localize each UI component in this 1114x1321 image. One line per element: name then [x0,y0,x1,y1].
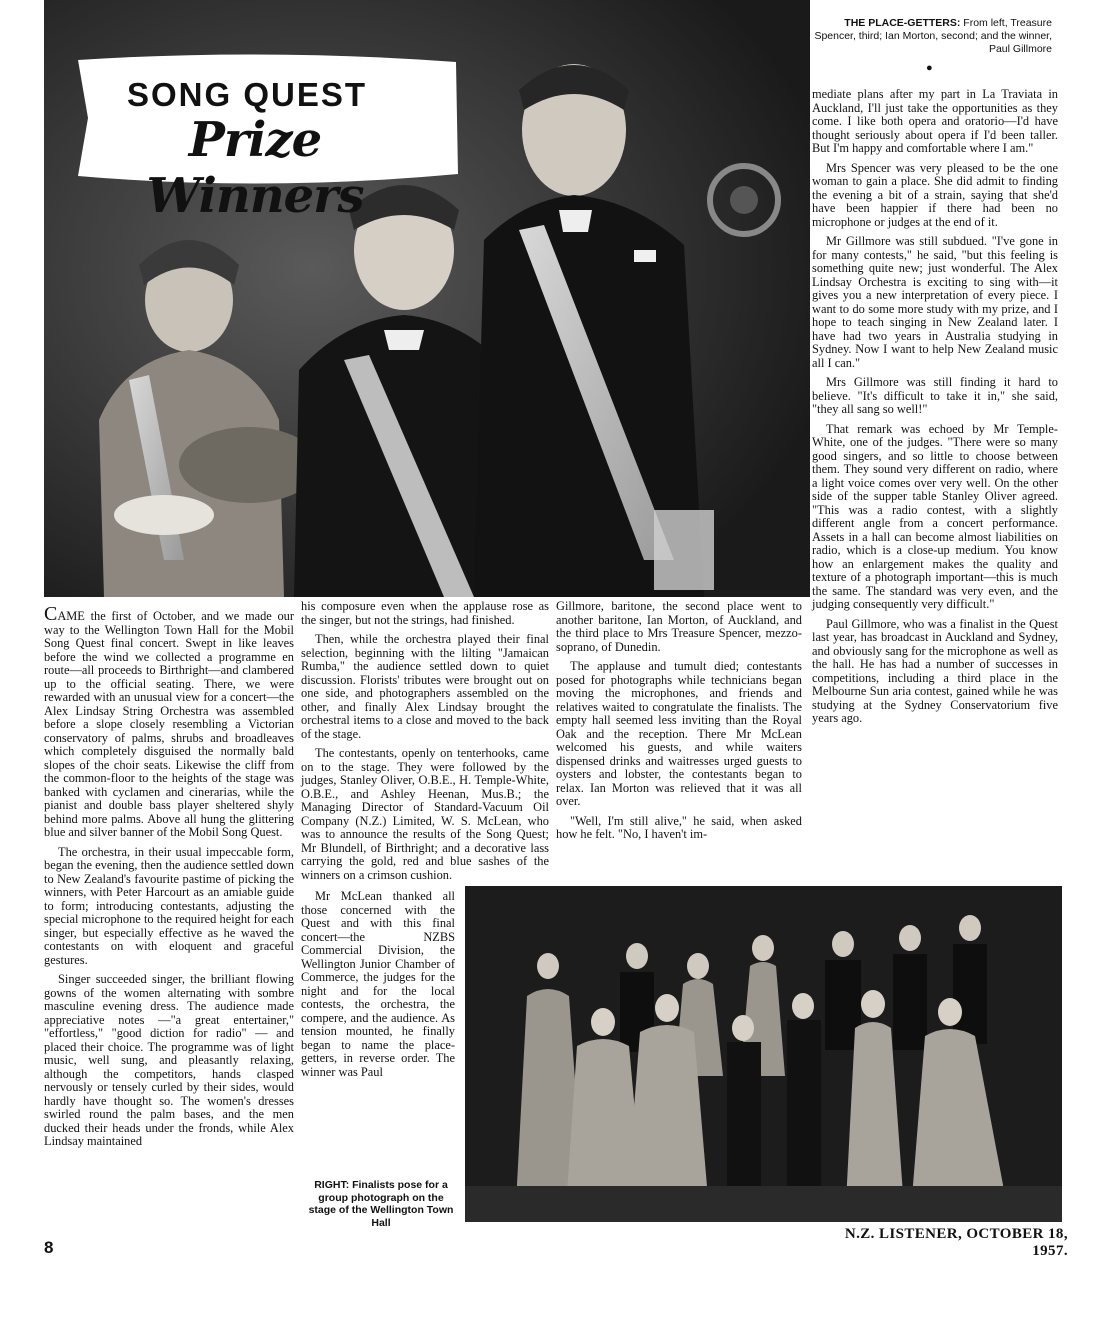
article-column-2-top [301,600,549,888]
title-banner [74,52,462,224]
photo-caption [812,17,1052,56]
issue-footer: N.Z. LISTENER, OCTOBER 18, 1957. [844,1226,1068,1259]
caption-text: From left, Treasure Spencer, third; Ian Morton, second; and the winner, Paul Gillmore [814,17,1052,55]
paragraph: "Well, I'm still alive," he said, when asked how he felt. "No, I haven't im- [556,813,802,841]
paragraph: Singer succeeded singer, the brilliant flowing gowns of the women alternating with sombre masculine evening dress. The audience made appreciative notes —"a great entertainer," "effortless," "good diction for radio" — and placed their choice. The programme was of light music, well sung, and pleasantly relaxing, although the competitors, hands clasped nervously or tensely curled by their sides, would hardly have thought so. The women's dresses swirled round the palm bases, and the men ducked their heads under the fronds, while Alex Lindsay maintained [44,972,294,1148]
title-line1: SONG QUEST [126,76,368,113]
caption-lead: THE PLACE-GETTERS: [844,17,961,29]
group-photo-caption: RIGHT: Finalists pose for a group photograph on the stage of the Wellington Town Hall [308,1179,454,1229]
opening-paragraph [44,603,294,840]
paragraph: Mrs Spencer was very pleased to be the one woman to gain a place. She did admit to finding the evening a bit of a strain, saying that she'd have been happier if there had been no microphone or judges at the end of it. [812,160,1058,229]
paragraph: Mrs Gillmore was still finding it hard to believe. "It's difficult to take it in," she said, "they all sang so well!" [812,375,1058,416]
top-photo [44,0,810,597]
paragraph: mediate plans after my part in La Traviata in Auckland, I'll just take the opportunities as they come. I like both opera and oratorio—I'd have thought seriously about opera if I'd been taller. But I'm happy and comfortable where I am." [812,87,1058,155]
paragraph: his composure even when the applause rose as the singer, but not the strings, had finished. [301,599,549,627]
article-column-1 [44,603,294,1155]
paragraph: The orchestra, in their usual impeccable form, began the evening, then the audience settled down to New Zealand's favourite pastime of picking the winners, with Peter Harcourt as an amiable guide to form; introducing contestants, adjusting the special microphone to the required height for each singer, but especially effective as he waved the contestants on with eloquent and graceful gestures. [44,844,294,967]
group-photo [465,886,1062,1222]
finalists-group-photo [465,886,1062,1222]
opening-text: AME the first of October, and we made our way to the Wellington Town Hall for the Mobil Song Quest final concert. Swept in like leaves before the wind we collected a programme en route—all proceeds to Birthright—and clambered up to the official seating. There, we were rewarded with an unusual view for a concert—the Alex Lindsay String Orchestra was assembled before a slope closely resembling a Victorian conservatory of palms, shrubs and broadleaves which completely disguised the normally bald slopes of the choir seats. Likewise the cliff from the common-floor to the heights of the stage was banked with cyclamen and cinerarias, while the pianist and double bass player sheltered shyly behind more palms. Above all hung the glittering blue and silver banner of the Mobil Song Quest. [44,609,294,839]
paragraph: That remark was echoed by Mr Temple-White, one of the judges. "There were so many good singers, and so little to choose between them. They sound very different on radio, where a light voice comes over very well. On the other side of the supper table Stanley Oliver agreed. "This was a radio contest, with a slightly different angle from a concert performance. Assets in a hall can become almost liabilities on radio, which is a close-up medium. You know how an enlargement makes the quality and texture of a photograph important—this is much the same. The standard was very even, and the judging consequently very difficult." [812,421,1058,611]
paragraph: Mr Gillmore was still subdued. "I've gone in for many contests," he said, "but this feeling is something quite new; just wonderful. The Alex Lindsay Orchestra is exciting to sing with—it gives you a new interpretation of every piece. I want to do some more study with my prize, and I hope to teach singing in New Zealand later. I have had two years in Australia studying in Sydney. Now I want to help New Zealand music all I can." [812,234,1058,370]
article-column-right [812,88,1058,732]
paragraph: Paul Gillmore, who was a finalist in the Quest last year, has broadcast in Auckland and Sydney, and obviously sang for the microphone as well as the hall. He has had a number of successes in competitions, including a third place in the Melbourne Sun aria contest, gained while he was studying at the Sydney Conservatorium five years ago. [812,616,1058,725]
drop-cap: C [44,603,58,625]
paragraph: Then, while the orchestra played their final selection, beginning with the lilting "Jamaican Rumba," the audience settled down to quiet discussion. Florists' tributes were brought out on one side, and photographers assembled on the other, and finally Alex Lindsay brought the orchestral items to a close and moved to the back of the stage. [301,632,549,741]
paragraph: The applause and tumult died; contestants posed for photographs while technicians began moving the microphones, and friends and relatives waited to congratulate the finalists. The empty hall seemed less inviting than the Royal Oak and the reception. There Mr McLean welcomed his guests, and while waiters dispensed drinks and waitresses urged guests to oysters and lobster, the contestants began to relax. Ian Morton was relieved that it was all over. [556,659,802,808]
paragraph: The contestants, openly on tenterhooks, came on to the stage. They were followed by the judges, Stanley Oliver, O.B.E., H. Temple-White, O.B.E., and Ashley Heenan, Mus.B.; the Managing Director of Standard-Vacuum Oil Company (N.Z.) Limited, W. S. McLean, who was to announce the results of the Song Quest; Mr Blundell, of Birthright; and a decorative lass carrying the gold, red and blue sashes of the winners on a crimson cushion. [301,746,549,882]
article-column-2-bottom [301,890,455,1085]
paragraph: Gillmore, baritone, the second place went to another baritone, Ian Morton, of Auckland, and the third place to Mrs Treasure Spencer, mezzo-soprano, of Dunedin. [556,599,802,654]
article-column-3 [556,600,802,848]
paragraph: Mr McLean thanked all those concerned with the Quest and with this final concert—the NZBS Commercial Division, the Wellington Junior Chamber of Commerce, the judges for the night and for the local contests, the orchestra, the compere, and the audience. As tension mounted, he finally began to name the place-getters, in reverse order. The winner was Paul [301,889,455,1079]
page-number: 8 [44,1238,54,1257]
title-line2: Prize Winners [146,112,364,224]
bullet-separator: ● [926,62,933,74]
